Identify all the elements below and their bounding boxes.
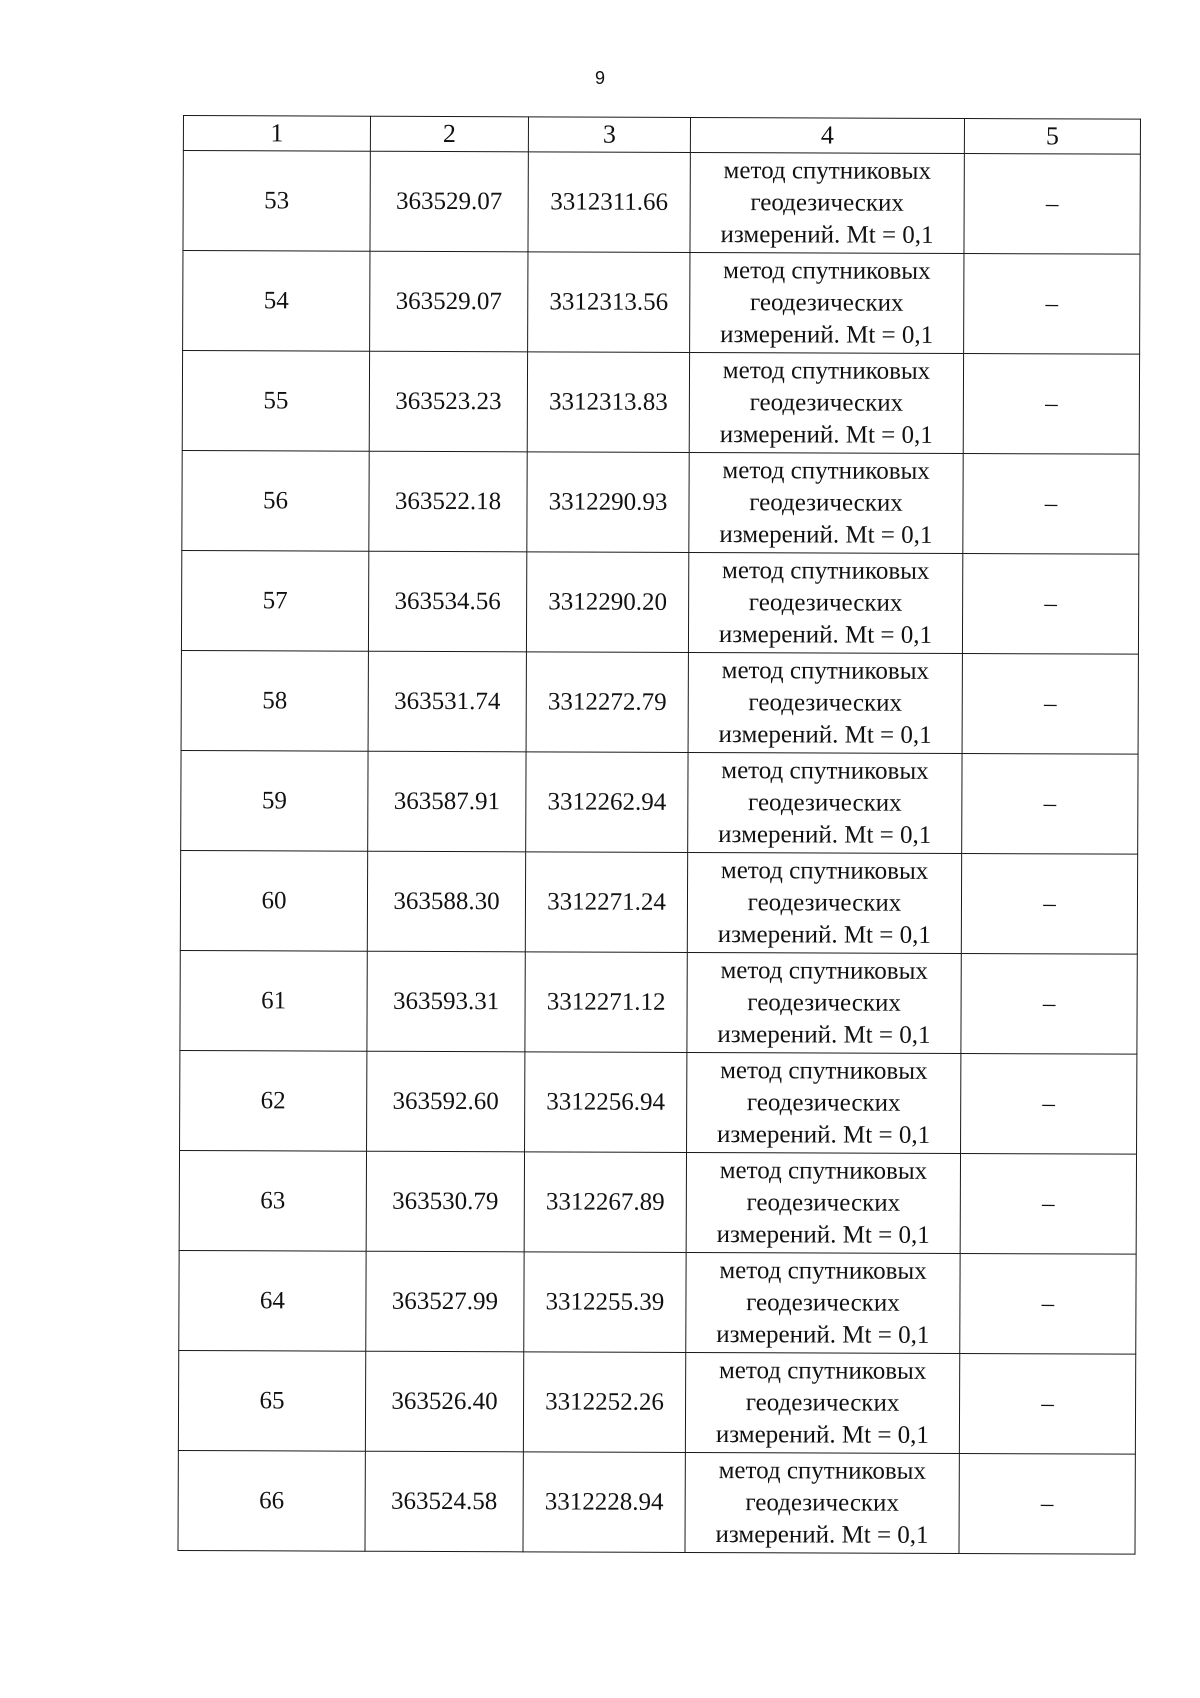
y-coordinate-cell: 3312272.79: [526, 652, 688, 753]
x-coordinate-cell: 363529.07: [370, 151, 528, 252]
x-coordinate-cell: 363527.99: [366, 1251, 524, 1352]
method-cell: [688, 752, 962, 853]
x-coordinate-cell: 363588.30: [367, 851, 525, 952]
table-row: [183, 251, 1140, 355]
method-cell: [685, 1452, 959, 1553]
method-line: измерений. Mt = 0,1: [720, 220, 934, 249]
table-row: [182, 450, 1139, 554]
method-cell: [686, 1152, 960, 1253]
y-coordinate-cell: 3312271.24: [525, 852, 687, 953]
note-cell: –: [960, 1153, 1136, 1254]
method-cell: [690, 252, 964, 353]
y-coordinate-cell: 3312271.12: [525, 952, 687, 1053]
point-number-cell: 58: [181, 650, 368, 751]
x-coordinate-cell: 363587.91: [368, 751, 526, 852]
method-line: геодезических: [747, 988, 901, 1017]
method-line: измерений. Mt = 0,1: [716, 1220, 930, 1249]
method-line: геодезических: [748, 788, 902, 817]
x-coordinate-cell: 363524.58: [365, 1451, 523, 1552]
point-number-cell: 54: [183, 251, 370, 352]
note-cell: –: [959, 1353, 1135, 1454]
x-coordinate-cell: 363534.56: [368, 551, 526, 652]
method-line: метод спутниковых: [722, 456, 930, 485]
column-header-1: 1: [183, 116, 370, 152]
method-line: метод спутниковых: [719, 1256, 927, 1285]
point-number-cell: 53: [183, 151, 370, 252]
method-line: метод спутниковых: [718, 1456, 927, 1485]
x-coordinate-cell: 363593.31: [367, 951, 525, 1052]
method-line: метод спутниковых: [721, 656, 930, 685]
table-row: [182, 351, 1139, 455]
method-line: измерений. Mt = 0,1: [718, 720, 932, 749]
point-number-cell: 66: [178, 1450, 365, 1551]
y-coordinate-cell: 3312255.39: [524, 1252, 686, 1353]
note-cell: –: [963, 453, 1139, 554]
column-header-3: 3: [528, 117, 690, 153]
table-row: [181, 650, 1138, 754]
method-line: геодезических: [749, 288, 904, 317]
point-number-cell: 62: [180, 1050, 367, 1151]
x-coordinate-cell: 363526.40: [365, 1351, 523, 1452]
method-cell: [687, 952, 961, 1053]
method-line: геодезических: [746, 1188, 901, 1217]
note-cell: –: [964, 154, 1140, 255]
method-line: геодезических: [748, 588, 903, 617]
method-line: измерений. Mt = 0,1: [718, 820, 932, 849]
method-line: геодезических: [745, 1388, 900, 1417]
method-line: геодезических: [749, 488, 903, 517]
method-line: измерений. Mt = 0,1: [716, 1120, 931, 1149]
method-line: измерений. Mt = 0,1: [717, 1020, 931, 1049]
method-line: измерений. Mt = 0,1: [718, 620, 933, 649]
note-cell: –: [963, 353, 1139, 454]
method-line: геодезических: [746, 1088, 901, 1117]
y-coordinate-cell: 3312313.83: [527, 352, 689, 453]
y-coordinate-cell: 3312290.20: [526, 552, 688, 653]
point-number-cell: 59: [181, 750, 368, 851]
y-coordinate-cell: 3312262.94: [526, 752, 688, 853]
point-number-cell: 57: [181, 550, 368, 651]
method-cell: [690, 152, 964, 253]
point-number-cell: 65: [178, 1350, 365, 1451]
y-coordinate-cell: 3312256.94: [525, 1052, 687, 1153]
method-line: метод спутниковых: [723, 156, 932, 185]
x-coordinate-cell: 363523.23: [369, 351, 527, 452]
method-line: геодезических: [746, 1288, 900, 1317]
table-row: [179, 1250, 1136, 1354]
table-row: [178, 1350, 1135, 1454]
table-row: [180, 950, 1137, 1054]
y-coordinate-cell: 3312313.56: [528, 252, 690, 353]
note-cell: –: [961, 1053, 1137, 1154]
method-line: метод спутниковых: [722, 556, 930, 585]
method-line: геодезических: [749, 388, 904, 417]
method-cell: [685, 1352, 959, 1453]
method-line: измерений. Mt = 0,1: [715, 1520, 929, 1549]
method-line: геодезических: [750, 188, 905, 217]
table-row: [179, 1150, 1136, 1254]
table-row: [178, 1450, 1135, 1554]
method-line: метод спутниковых: [719, 1156, 928, 1185]
method-line: геодезических: [748, 688, 903, 717]
table-body: [178, 151, 1140, 1555]
method-line: метод спутниковых: [720, 956, 928, 985]
method-line: метод спутниковых: [723, 256, 931, 285]
y-coordinate-cell: 3312252.26: [523, 1352, 685, 1453]
method-line: метод спутниковых: [721, 756, 929, 785]
note-cell: –: [960, 1253, 1136, 1354]
y-coordinate-cell: 3312267.89: [524, 1152, 686, 1253]
method-line: измерений. Mt = 0,1: [715, 1420, 930, 1449]
y-coordinate-cell: 3312228.94: [523, 1452, 685, 1553]
point-number-cell: 64: [179, 1250, 366, 1351]
point-number-cell: 60: [180, 850, 367, 951]
table-row: [181, 750, 1138, 854]
method-cell: [689, 352, 963, 453]
x-coordinate-cell: 363530.79: [366, 1151, 524, 1252]
note-cell: –: [961, 953, 1137, 1054]
x-coordinate-cell: 363592.60: [367, 1051, 525, 1152]
note-cell: –: [961, 853, 1137, 954]
page-number: 9: [594, 68, 605, 88]
method-line: метод спутниковых: [718, 1356, 927, 1385]
y-coordinate-cell: 3312290.93: [527, 452, 689, 553]
column-header-5: 5: [964, 119, 1140, 155]
note-cell: –: [962, 653, 1138, 754]
y-coordinate-cell: 3312311.66: [528, 152, 690, 253]
point-number-cell: 61: [180, 950, 367, 1051]
method-line: измерений. Mt = 0,1: [720, 320, 934, 349]
method-line: измерений. Mt = 0,1: [719, 520, 933, 549]
point-number-cell: 56: [182, 450, 369, 551]
table-row: [183, 151, 1140, 255]
method-cell: [688, 552, 962, 653]
x-coordinate-cell: 363529.07: [370, 251, 528, 352]
table-row: [180, 850, 1137, 954]
x-coordinate-cell: 363531.74: [368, 651, 526, 752]
table-row: [181, 550, 1138, 654]
method-line: измерений. Mt = 0,1: [717, 920, 931, 949]
coordinates-table: [177, 115, 1141, 1555]
column-header-4: 4: [690, 117, 964, 153]
note-cell: –: [959, 1453, 1135, 1554]
method-line: измерений. Mt = 0,1: [719, 420, 933, 449]
method-cell: [689, 452, 963, 553]
note-cell: –: [962, 753, 1138, 854]
method-cell: [687, 1052, 961, 1153]
table-row: [180, 1050, 1137, 1154]
method-line: метод спутниковых: [720, 856, 929, 885]
column-header-2: 2: [370, 116, 528, 152]
method-cell: [687, 852, 961, 953]
method-cell: [688, 652, 962, 753]
method-line: метод спутниковых: [720, 1056, 928, 1085]
method-line: геодезических: [747, 888, 902, 917]
note-cell: –: [964, 253, 1140, 354]
point-number-cell: 55: [182, 351, 369, 452]
note-cell: –: [962, 553, 1138, 654]
method-line: измерений. Mt = 0,1: [716, 1320, 930, 1349]
method-line: метод спутниковых: [722, 356, 931, 385]
header-row: [183, 116, 1140, 155]
method-line: геодезических: [745, 1488, 900, 1517]
x-coordinate-cell: 363522.18: [369, 451, 527, 552]
method-cell: [686, 1252, 960, 1353]
point-number-cell: 63: [179, 1150, 366, 1251]
